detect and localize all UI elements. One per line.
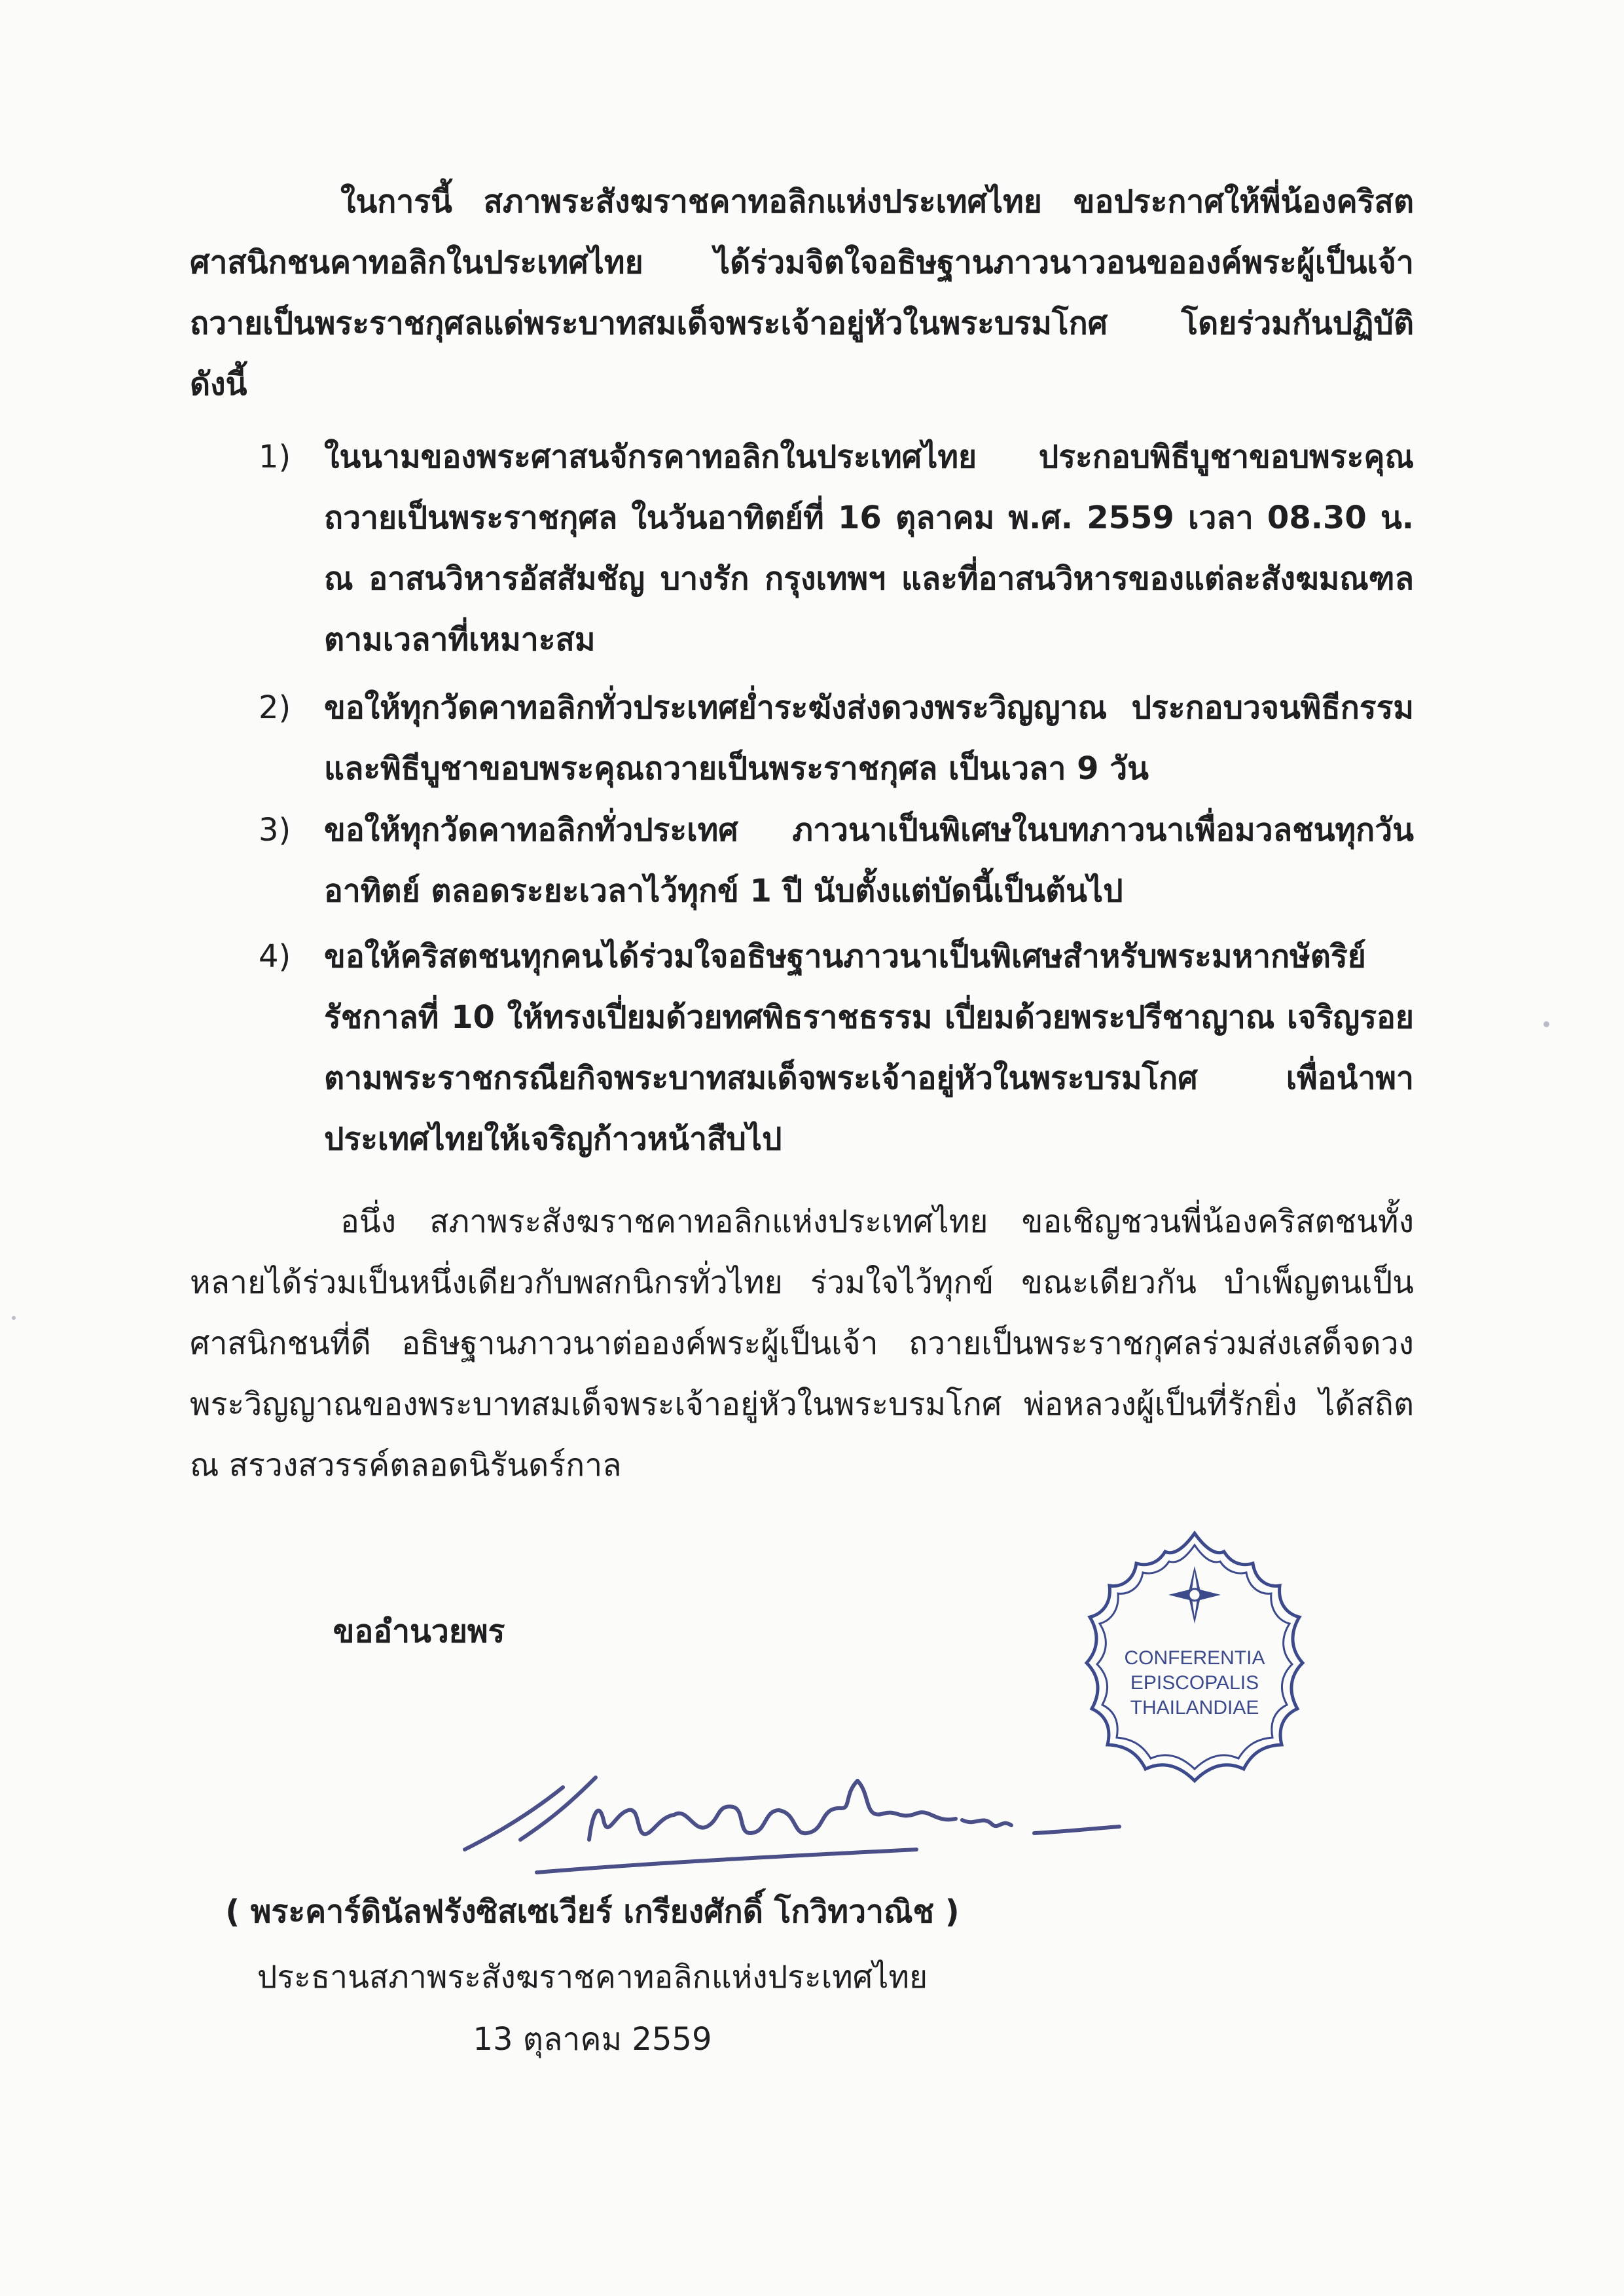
closing-paragraph: อนึ่ง สภาพระสังฆราชคาทอลิกแห่งประเทศไทย ขอเชิญชวนพี่น้องคริสตชนทั้งหลายได้ร่วมเป็นหนึ่งเดียวกับพสกนิกรทั่วไทย ร่วมใจไว้ทุกข์ ขณะเดียวกัน บำเพ็ญตนเป็นศาสนิกชนที่ดี อธิษฐานภาวนาต่อองค์พระผู้เป็นเจ้า ถวายเป็นพระราชกุศลร่วมส่งเสด็จดวงพระวิญญาณของพระบาทสมเด็จพระเจ้าอยู่หัวในพระบรมโกศ พ่อหลวงผู้เป็นที่รักยิ่ง ได้สถิต ณ สรวงสวรรค์ตลอดนิรันดร์กาล xyxy=(190,1203,1414,1484)
item-number: 2) xyxy=(259,689,291,726)
seal-text-line-2: EPISCOPALIS xyxy=(1130,1672,1259,1694)
seal-text-line-3: THAILANDIAE xyxy=(1130,1697,1259,1719)
seal-text-line-1: CONFERENTIA xyxy=(1124,1647,1265,1669)
intro-paragraph: ในการนี้ สภาพระสังฆราชคาทอลิกแห่งประเทศไทย ขอประกาศให้พี่น้องคริสตศาสนิกชนคาทอลิกในประเทศไทย ได้ร่วมจิตใจอธิษฐานภาวนาวอนขอองค์พระผู้เป็นเจ้า ถวายเป็นพระราชกุศลแด่พระบาทสมเด็จพระเจ้าอยู่หัวในพระบรมโกศ โดยร่วมกันปฏิบัติ ดังนี้ xyxy=(190,183,1414,403)
item-number: 4) xyxy=(259,938,291,975)
item-number: 3) xyxy=(259,812,291,848)
item-text: ขอให้ทุกวัดคาทอลิกทั่วประเทศย่ำระฆังส่งดวงพระวิญญาณ ประกอบวจนพิธีกรรม และพิธีบูชาขอบพระคุณถวายเป็นพระราชกุศล เป็นเวลา 9 วัน xyxy=(324,689,1414,787)
signer-title: ประธานสภาพระสังฆราชคาทอลิกแห่งประเทศไทย xyxy=(257,1959,928,1995)
paper-speck xyxy=(1543,1021,1549,1027)
item-text: ขอให้คริสตชนทุกคนได้ร่วมใจอธิษฐานภาวนาเป็นพิเศษสำหรับพระมหากษัตริย์ รัชกาลที่ 10 ให้ทรงเปี่ยมด้วยทศพิธราชธรรม เปี่ยมด้วยพระปรีชาญาณ เจริญรอยตามพระราชกรณียกิจพระบาทสมเด็จพระเจ้าอยู่หัวในพระบรมโกศ เพื่อนำพาประเทศไทยให้เจริญก้าวหน้าสืบไป xyxy=(324,938,1414,1157)
document-date: 13 ตุลาคม 2559 xyxy=(473,2021,712,2058)
item-text: ในนามของพระศาสนจักรคาทอลิกในประเทศไทย ประกอบพิธีบูชาขอบพระคุณถวายเป็นพระราชกุศล ในวันอาทิตย์ที่ 16 ตุลาคม พ.ศ. 2559 เวลา 08.30 น. ณ อาสนวิหารอัสสัมชัญ บางรัก กรุงเทพฯ และที่อาสนวิหารของแต่ละสังฆมณฑล ตามเวลาที่เหมาะสม xyxy=(324,439,1414,658)
blessing-text: ขออำนวยพร xyxy=(333,1613,505,1650)
paper-speck xyxy=(12,1316,16,1320)
item-number: 1) xyxy=(259,439,291,475)
signer-name: ( พระคาร์ดินัลฟรังซิสเซเวียร์ เกรียงศักดิ์ โกวิทวาณิช ) xyxy=(225,1893,960,1930)
item-text: ขอให้ทุกวัดคาทอลิกทั่วประเทศ ภาวนาเป็นพิเศษในบทภาวนาเพื่อมวลชนทุกวันอาทิตย์ ตลอดระยะเวลาไว้ทุกข์ 1 ปี นับตั้งแต่บัดนี้เป็นต้นไป xyxy=(324,812,1414,909)
signature xyxy=(458,1741,1146,1899)
